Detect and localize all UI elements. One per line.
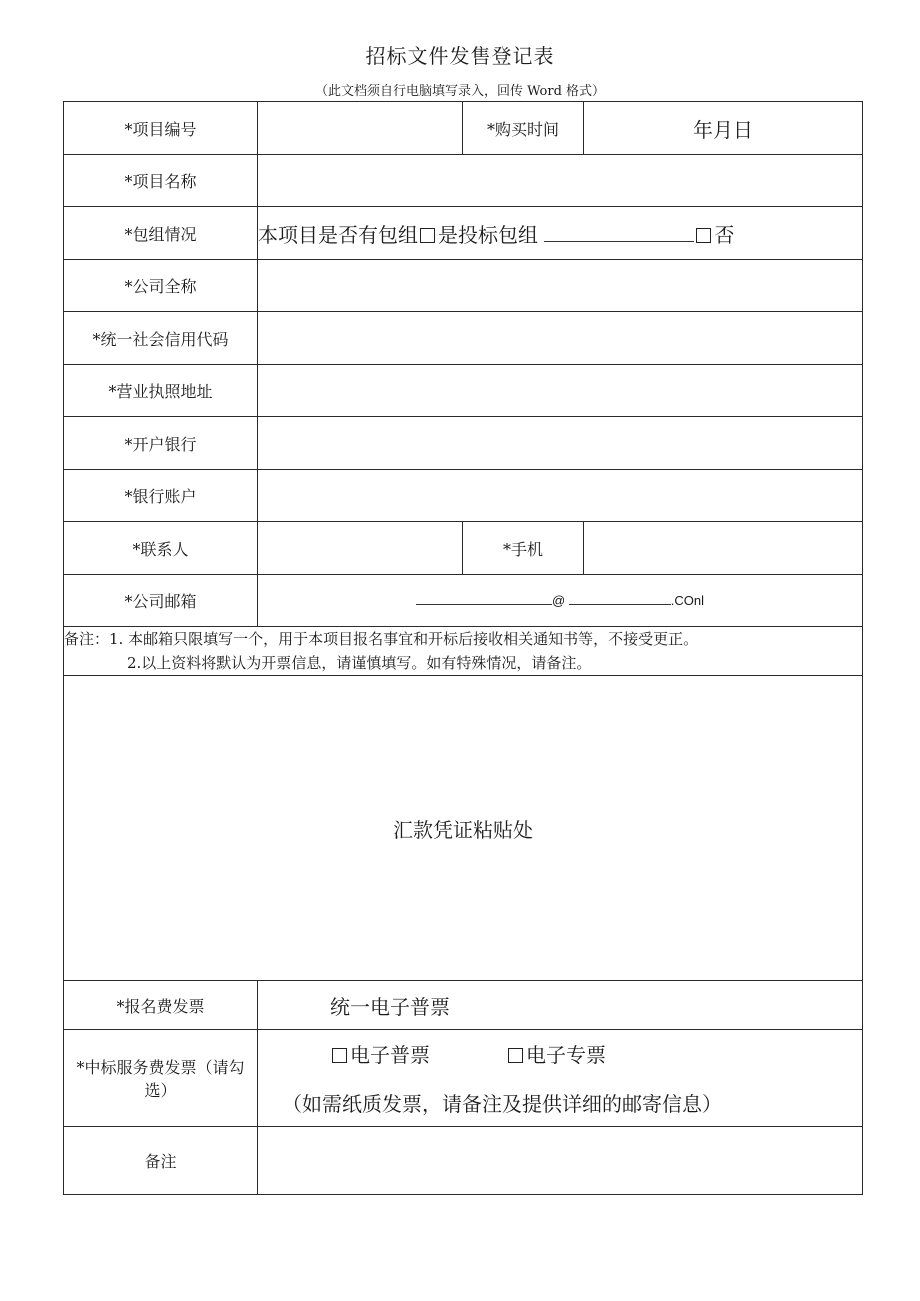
service-invoice-label: *中标服务费发票（请勾选）: [64, 1030, 258, 1127]
email-field: [258, 575, 863, 627]
package-question: 本项目是否有包组: [258, 222, 418, 247]
bank-field[interactable]: [258, 417, 863, 470]
package-yes-label: 是投标包组: [438, 222, 538, 247]
registration-invoice-value: 统一电子普票: [330, 994, 450, 1019]
note-label: 备注: [64, 1127, 258, 1195]
invoice-special-label: 电子专票: [526, 1043, 606, 1067]
email-suffix: .COnl: [670, 593, 705, 608]
registration-invoice-label: *报名费发票: [64, 981, 258, 1030]
credit-code-field[interactable]: [258, 312, 863, 365]
package-number-blank[interactable]: [544, 241, 694, 242]
row-email: [64, 575, 863, 627]
row-credit-code: [64, 312, 863, 365]
license-address-field[interactable]: [258, 365, 863, 417]
bank-label: *开户银行: [64, 417, 258, 470]
registration-form: [63, 101, 863, 1195]
paper-invoice-note: （如需纸质发票，请备注及提供详细的邮寄信息）: [282, 1092, 722, 1116]
row-license-address: [64, 365, 863, 417]
remark-prefix: 备注：: [64, 630, 110, 648]
row-project-no: [64, 102, 863, 155]
row-note: [64, 1127, 863, 1195]
registration-invoice-field: [258, 981, 863, 1030]
row-contact: [64, 522, 863, 575]
row-bank-account: [64, 470, 863, 522]
contact-label: *联系人: [64, 522, 258, 575]
mobile-field[interactable]: [584, 522, 863, 575]
package-field: [258, 207, 863, 260]
email-domain-blank[interactable]: [569, 604, 671, 605]
project-name-field[interactable]: [258, 155, 863, 207]
invoice-normal-checkbox[interactable]: [332, 1048, 347, 1063]
document-title: 招标文件发售登记表: [365, 44, 555, 68]
bank-account-label: *银行账户: [64, 470, 258, 522]
remark-line-1: [64, 627, 862, 651]
row-company-name: [64, 260, 863, 312]
company-name-field[interactable]: [258, 260, 863, 312]
package-no-label: 否: [714, 222, 735, 247]
project-no-field[interactable]: [258, 102, 463, 155]
purchase-date-field[interactable]: 年月日: [584, 102, 863, 155]
package-yes-checkbox[interactable]: [420, 228, 435, 243]
contact-field[interactable]: [258, 522, 463, 575]
company-name-label: *公司全称: [64, 260, 258, 312]
project-no-label: *项目编号: [64, 102, 258, 155]
credit-code-label: *统一社会信用代码: [64, 312, 258, 365]
license-address-label: *营业执照地址: [64, 365, 258, 417]
email-user-blank[interactable]: [416, 604, 552, 605]
row-bank: [64, 417, 863, 470]
note-field[interactable]: [258, 1127, 863, 1195]
row-voucher: [64, 676, 863, 981]
invoice-options: [258, 1039, 862, 1068]
remarks-cell: [64, 627, 863, 676]
package-no-checkbox[interactable]: [696, 228, 711, 243]
purchase-time-label: *购买时间: [463, 102, 584, 155]
invoice-special-checkbox[interactable]: [508, 1048, 523, 1063]
mobile-label: *手机: [463, 522, 584, 575]
row-registration-invoice: [64, 981, 863, 1030]
email-at-sign: @: [551, 593, 566, 608]
document-subtitle: （此文档须自行电脑填写录入，回传 Word 格式）: [314, 84, 606, 99]
voucher-label: 汇款凭证粘贴处: [393, 817, 533, 842]
row-remarks: [64, 627, 863, 676]
package-label: *包组情况: [64, 207, 258, 260]
row-project-name: [64, 155, 863, 207]
email-label: *公司邮箱: [64, 575, 258, 627]
voucher-area[interactable]: [64, 676, 863, 981]
project-name-label: *项目名称: [64, 155, 258, 207]
invoice-normal-label: 电子普票: [350, 1043, 430, 1067]
bank-account-field[interactable]: [258, 470, 863, 522]
row-service-invoice: [64, 1030, 863, 1127]
remark-text-1: 1. 本邮箱只限填写一个，用于本项目报名事宜和开标后接收相关通知书等，不接受更正。: [109, 630, 699, 648]
remark-text-2: 2.以上资料将默认为开票信息，请谨慎填写。如有特殊情况，请备注。: [127, 654, 592, 672]
row-package: [64, 207, 863, 260]
service-invoice-field: [258, 1030, 863, 1127]
